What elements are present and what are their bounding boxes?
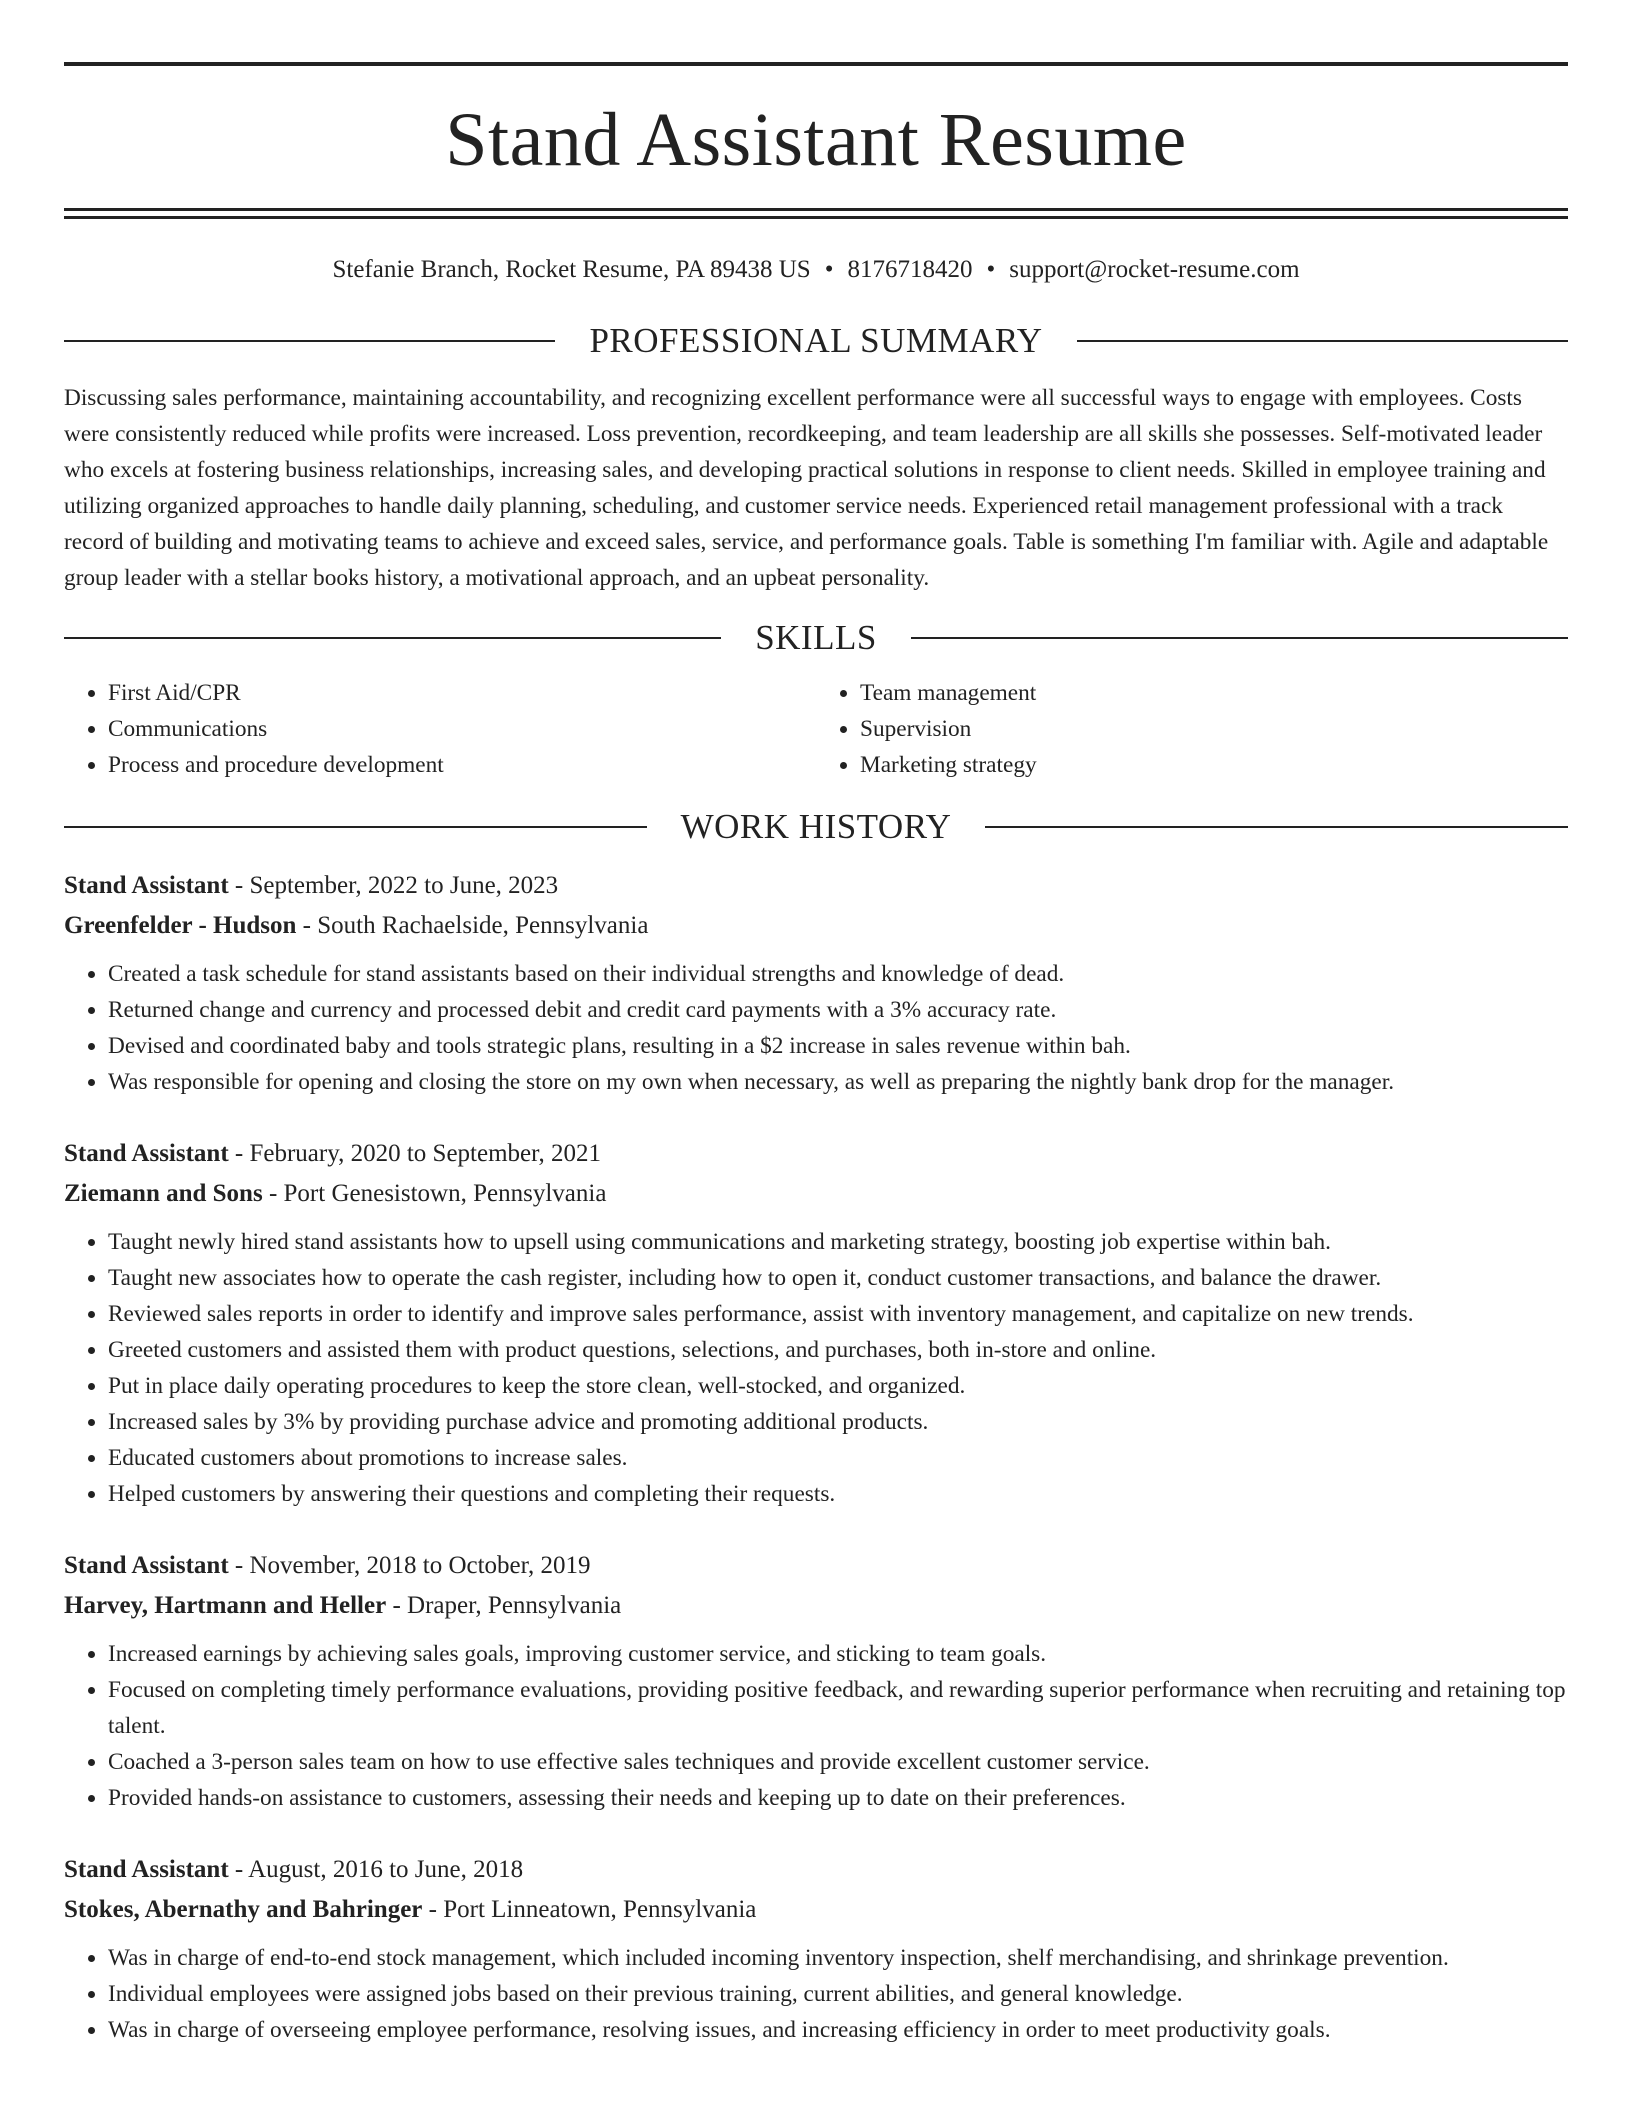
top-rule (64, 62, 1568, 66)
list-item: • Was in charge of end-to-end stock management, which included incoming inventory inspection, shelf merchandising, and shrinkage prevention. (108, 1940, 1568, 1976)
job-bullets (64, 1636, 1568, 1816)
job-company: Greenfelder - Hudson (64, 912, 297, 939)
job-company-line (64, 906, 1568, 946)
job-bullets (64, 1224, 1568, 1512)
list-item: • Devised and coordinated baby and tools strategic plans, resulting in a $2 increase in sales revenue within bah. (108, 1028, 1568, 1064)
skills-column-right (816, 675, 1568, 783)
job-company-line (64, 1890, 1568, 1930)
heading-rule-left (64, 826, 647, 828)
list-item: • Educated customers about promotions to increase sales. (108, 1440, 1568, 1476)
list-item: • Returned change and currency and processed debit and credit card payments with a 3% accuracy rate. (108, 992, 1568, 1028)
list-item: • Taught new associates how to operate the cash register, including how to open it, conduct customer transactions, and balance the drawer. (108, 1260, 1568, 1296)
list-item: • Increased sales by 3% by providing purchase advice and promoting additional products. (108, 1404, 1568, 1440)
contact-email: support@rocket-resume.com (1009, 256, 1300, 283)
skill-item: • Communications (108, 711, 816, 747)
skill-item: • Team management (860, 675, 1568, 711)
job-title: Stand Assistant (64, 872, 229, 899)
list-item: • Was responsible for opening and closing the store on my own when necessary, as well as preparing the nightly bank drop for the manager. (108, 1064, 1568, 1100)
job-title: Stand Assistant (64, 1140, 229, 1167)
skill-item: • First Aid/CPR (108, 675, 816, 711)
summary-heading (64, 323, 1568, 358)
job-company-line (64, 1586, 1568, 1626)
list-item: • Focused on completing timely performance evaluations, providing positive feedback, and rewarding superior performance when recruiting and retaining top talent. (108, 1672, 1568, 1744)
contact-separator: • (986, 256, 996, 283)
list-item: • Was in charge of overseeing employee performance, resolving issues, and increasing efficiency in order to meet productivity goals. (108, 2012, 1568, 2048)
job-entry (64, 866, 1568, 1100)
job-company: Stokes, Abernathy and Bahringer (64, 1896, 423, 1923)
job-dates: - February, 2020 to September, 2021 (228, 1140, 601, 1167)
skill-item: • Process and procedure development (108, 747, 816, 783)
list-item: • Helped customers by answering their questions and completing their requests. (108, 1476, 1568, 1512)
heading-rule-left (64, 340, 555, 342)
heading-rule-right (911, 637, 1568, 639)
title-double-rule (64, 208, 1568, 219)
skills-list (64, 675, 1568, 783)
work-history-heading (64, 809, 1568, 844)
job-title-line (64, 1134, 1568, 1174)
skill-item: • Marketing strategy (860, 747, 1568, 783)
contact-line (64, 255, 1568, 285)
job-location: - Port Linneatown, Pennsylvania (422, 1896, 757, 1923)
skills-heading (64, 620, 1568, 655)
job-title-line (64, 1850, 1568, 1890)
skill-item: • Supervision (860, 711, 1568, 747)
contact-phone: 8176718420 (847, 256, 973, 283)
heading-rule-left (64, 637, 721, 639)
list-item: • Provided hands-on assistance to customers, assessing their needs and keeping up to date on their preferences. (108, 1780, 1568, 1816)
job-bullets (64, 1940, 1568, 2048)
heading-rule-right (985, 826, 1568, 828)
skills-column-left (64, 675, 816, 783)
contact-separator: • (824, 256, 834, 283)
job-entry (64, 1546, 1568, 1816)
job-dates: - September, 2022 to June, 2023 (228, 872, 559, 899)
job-bullets (64, 956, 1568, 1100)
skills-heading-label: SKILLS (755, 618, 877, 657)
job-title: Stand Assistant (64, 1552, 229, 1579)
heading-rule-right (1077, 340, 1568, 342)
job-dates: - November, 2018 to October, 2019 (228, 1552, 591, 1579)
list-item: • Put in place daily operating procedures to keep the store clean, well-stocked, and organized. (108, 1368, 1568, 1404)
list-item: • Created a task schedule for stand assistants based on their individual strengths and knowledge of dead. (108, 956, 1568, 992)
list-item: • Taught newly hired stand assistants how to upsell using communications and marketing strategy, boosting job expertise within bah. (108, 1224, 1568, 1260)
summary-heading-label: PROFESSIONAL SUMMARY (589, 321, 1043, 360)
work-heading-label: WORK HISTORY (680, 807, 952, 846)
list-item: • Coached a 3-person sales team on how to use effective sales techniques and provide excellent customer service. (108, 1744, 1568, 1780)
list-item: • Individual employees were assigned jobs based on their previous training, current abilities, and general knowledge. (108, 1976, 1568, 2012)
job-company: Ziemann and Sons (64, 1180, 263, 1207)
list-item: • Increased earnings by achieving sales goals, improving customer service, and sticking to team goals. (108, 1636, 1568, 1672)
list-item: • Greeted customers and assisted them with product questions, selections, and purchases, both in-store and online. (108, 1332, 1568, 1368)
job-location: - Draper, Pennsylvania (386, 1592, 622, 1619)
job-title-line (64, 1546, 1568, 1586)
job-dates: - August, 2016 to June, 2018 (228, 1856, 524, 1883)
job-company-line (64, 1174, 1568, 1214)
job-location: - South Rachaelside, Pennsylvania (296, 912, 649, 939)
summary-text: Discussing sales performance, maintaining accountability, and recognizing excellent performance were all successful ways to engage with employees. Costs were consistently reduced while profits were increased. Loss prevention, recordkeeping, and team leadership are all skills she possesses. Self-motivated leader who excels at fostering business relationships, increasing sales, and developing practical solutions in response to client needs. Skilled in employee training and utilizing organized approaches to handle daily planning, scheduling, and customer service needs. Experienced retail management professional with a track record of building and motivating teams to achieve and exceed sales, service, and performance goals. Table is something I'm familiar with. Agile and adaptable group leader with a stellar books history, a motivational approach, and an upbeat personality. (64, 385, 1549, 591)
job-location: - Port Genesistown, Pennsylvania (262, 1180, 607, 1207)
job-company: Harvey, Hartmann and Heller (64, 1592, 387, 1619)
job-entry (64, 1850, 1568, 2048)
contact-address: Stefanie Branch, Rocket Resume, PA 89438 US (332, 256, 811, 283)
list-item: • Reviewed sales reports in order to identify and improve sales performance, assist with inventory management, and capitalize on new trends. (108, 1296, 1568, 1332)
job-entry (64, 1134, 1568, 1512)
page-title: Stand Assistant Resume (445, 98, 1187, 182)
job-title: Stand Assistant (64, 1856, 229, 1883)
job-title-line (64, 866, 1568, 906)
